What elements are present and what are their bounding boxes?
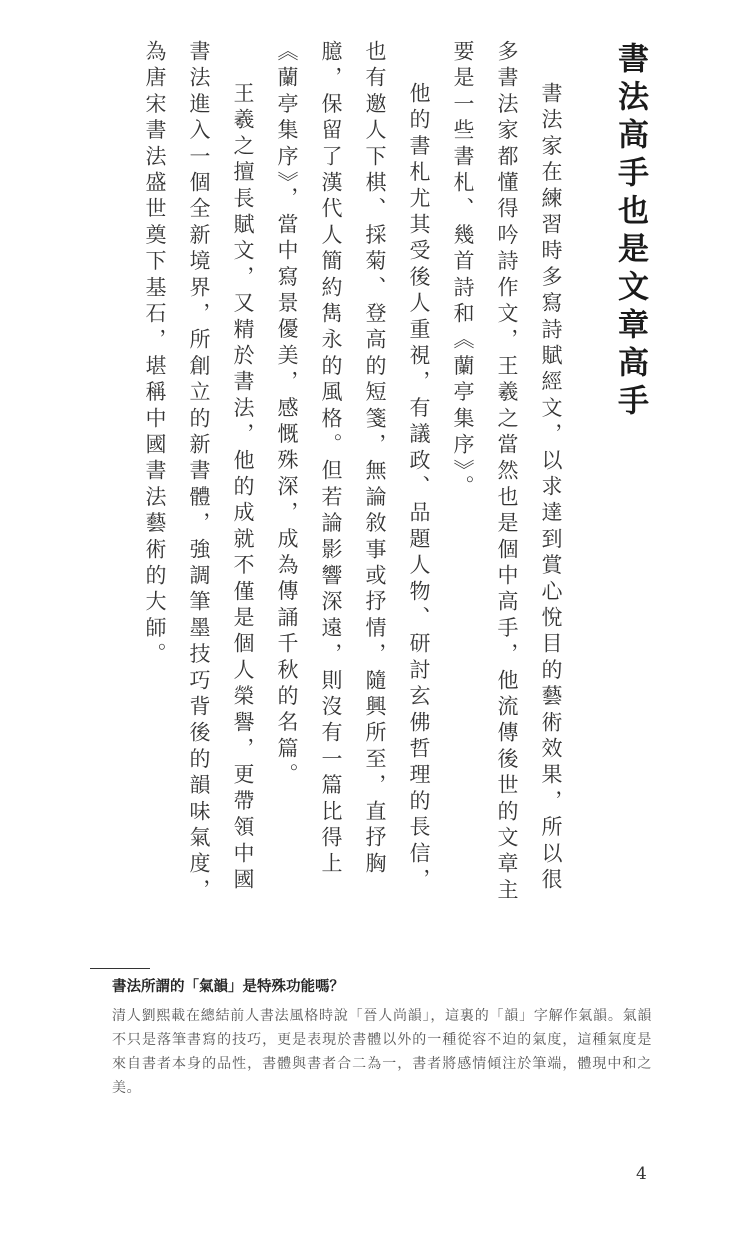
paragraph-3: 王羲之擅長賦文，又精於書法，他的成就不僅是個人榮譽，更帶領中國書法進入一個全新境界，所創立的新書體，強調筆墨技巧背後的韻味氣度，為唐宋書法盛世奠下基石，堪稱中國書法藝術的大師。 <box>143 40 255 905</box>
main-text <box>88 40 573 910</box>
paragraph-2: 他的書札尤其受後人重視，有議政、品題人物、研討玄佛哲理的長信，也有邀人下棋、採菊、登高的短箋，無論敘事或抒情，隨興所至，直抒胸臆，保留了漢代人簡約雋永的風格。但若論影響深遠，則沒有一篇比得上《蘭亭集序》，當中寫景優美，感慨殊深，成為傳誦千秋的名篇。 <box>275 40 431 895</box>
footnote-box <box>112 976 652 1100</box>
page-title: 書法高手也是文章高手 <box>612 42 648 422</box>
page-number: 4 <box>636 1164 647 1184</box>
footnote-body: 清人劉熙載在總結前人書法風格時說「晉人尚韻」，這裏的「韻」字解作氣韻。氣韻不只是落筆書寫的技巧，更是表現於書體以外的一種從容不迫的氣度，這種氣度是來自書者本身的品性，書體與書者合二為一，書者將感情傾注於筆端，體現中和之美。 <box>112 1008 652 1096</box>
footnote-title: 書法所謂的「氣韻」是特殊功能嗎？ <box>112 979 344 995</box>
paragraph-1: 書法家在練習時多寫詩賦經文，以求達到賞心悅目的藝術效果，所以很多書法家都懂得吟詩作文，王羲之當然也是個中高手，他流傳後世的文章主要是一些書札、幾首詩和《蘭亭集序》。 <box>451 40 563 905</box>
footnote-divider <box>90 968 150 969</box>
